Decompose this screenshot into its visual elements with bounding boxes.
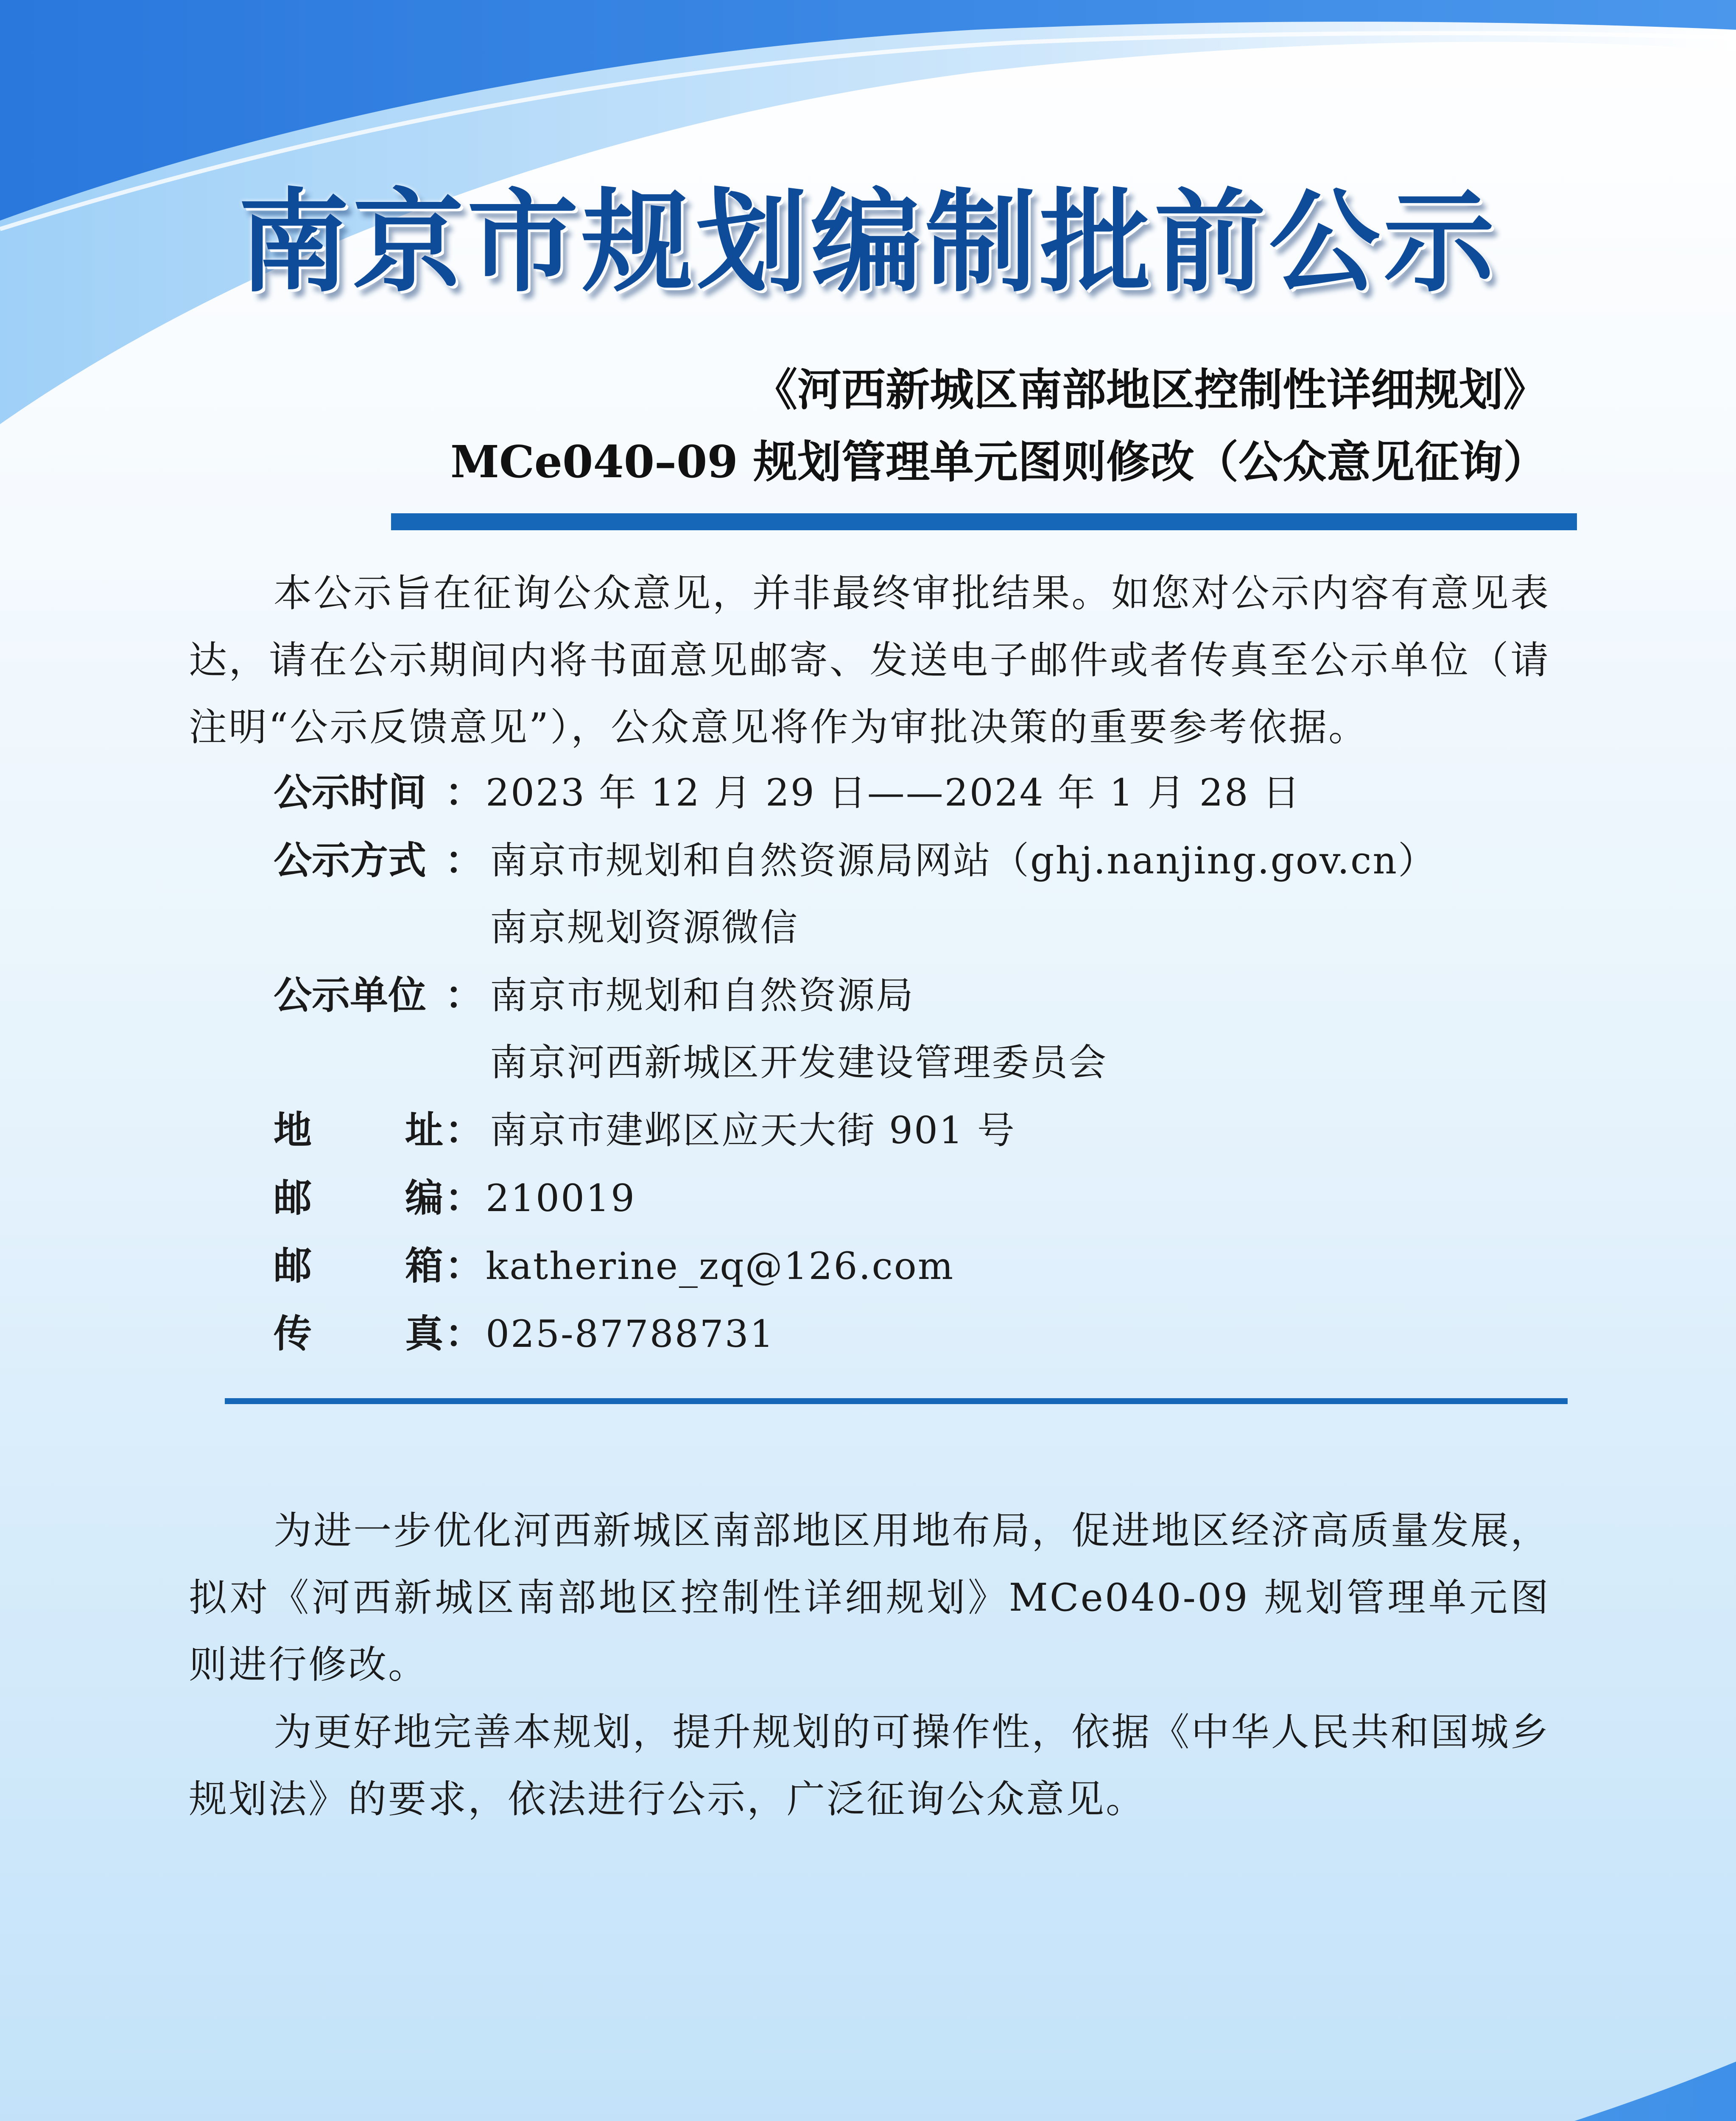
- method-wechat: 南京规划资源微信: [490, 906, 799, 949]
- postcode-label-char-1: 邮: [274, 1176, 312, 1220]
- purpose-paragraph: 为进一步优化河西新城区南部地区用地布局，促进地区经济高质量发展，拟对《河西新城区南部地区控制性详细规划》MCe040-09 规划管理单元图则进行修改。: [189, 1508, 1550, 1687]
- postcode-value: 210019: [486, 1176, 636, 1220]
- method-website: 南京市规划和自然资源局网站（ghj.nanjing.gov.cn）: [490, 839, 1437, 882]
- method-colon: ：: [445, 838, 483, 883]
- address-label: [274, 1097, 443, 1164]
- fax-label-char-1: 传: [274, 1312, 312, 1356]
- postcode-label: [274, 1165, 443, 1232]
- fax-value: 025-87788731: [486, 1312, 775, 1356]
- time-value: 2023 年 12 月 29 日——2024 年 1 月 28 日: [486, 771, 1301, 814]
- email-label-char-1: 邮: [274, 1244, 312, 1288]
- fax-label: [274, 1301, 443, 1368]
- plan-name: 《河西新城区南部地区控制性详细规划》: [753, 364, 1547, 416]
- email-value: katherine_zq@126.com: [486, 1244, 955, 1288]
- method-label: 公示方式: [274, 838, 426, 883]
- time-label: 公示时间: [274, 770, 426, 815]
- address-label-char-1: 地: [274, 1108, 312, 1153]
- unit-committee: 南京河西新城区开发建设管理委员会: [490, 1041, 1108, 1084]
- fax-colon: ：: [445, 1312, 483, 1356]
- email-label-char-2: 箱: [405, 1244, 443, 1288]
- address-label-char-2: 址: [405, 1108, 443, 1153]
- fax-label-char-2: 真: [405, 1312, 443, 1356]
- address-value: 南京市建邺区应天大街 901 号: [490, 1108, 1016, 1152]
- email-label: [274, 1233, 443, 1300]
- intro-paragraph: 本公示旨在征询公众意见，并非最终审批结果。如您对公示内容有意见表达，请在公示期间内将书面意见邮寄、发送电子邮件或者传真至公示单位（请注明“公示反馈意见”），公众意见将作为审批决策的重要参考依据。: [189, 571, 1550, 750]
- address-colon: ：: [445, 1108, 483, 1153]
- postcode-colon: ：: [445, 1176, 483, 1220]
- poster-title: 南京市规划编制批前公示: [238, 178, 1498, 307]
- unit-bureau: 南京市规划和自然资源局: [490, 974, 915, 1017]
- legal-basis-paragraph: 为更好地完善本规划，提升规划的可操作性，依据《中华人民共和国城乡规划法》的要求，依法进行公示，广泛征询公众意见。: [189, 1710, 1550, 1822]
- title-divider: [391, 513, 1577, 530]
- postcode-label-char-2: 编: [405, 1176, 443, 1220]
- bottom-light-wave: [0, 2062, 1736, 2121]
- plan-unit-title: MCe040–09 规划管理单元图则修改（公众意见征询）: [450, 436, 1547, 488]
- time-colon: ：: [445, 770, 483, 815]
- unit-colon: ：: [445, 973, 483, 1018]
- section-divider: [225, 1398, 1568, 1404]
- unit-label: 公示单位: [274, 973, 426, 1018]
- email-colon: ：: [445, 1244, 483, 1288]
